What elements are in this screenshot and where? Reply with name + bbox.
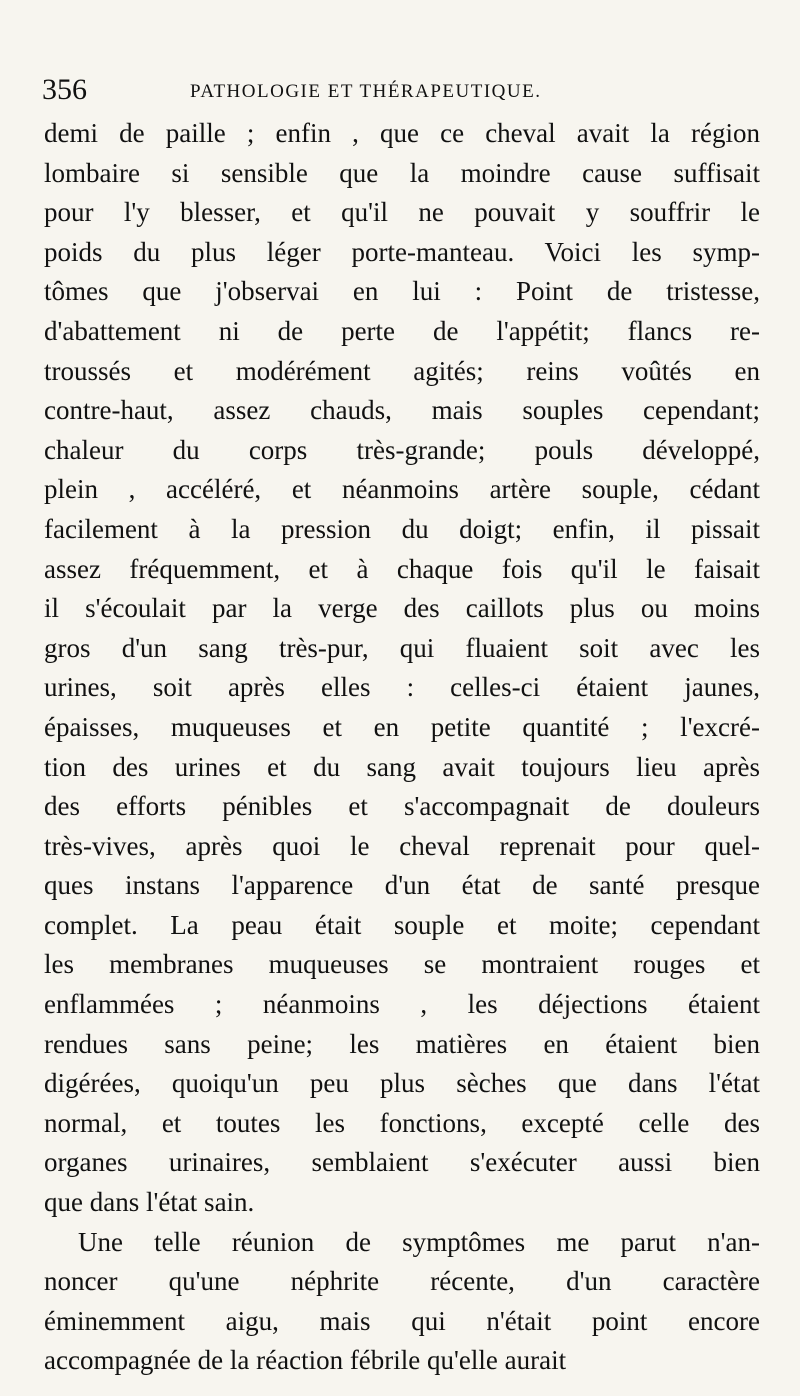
text-line: ques instans l'apparence d'un état de santé presque xyxy=(44,870,760,901)
text-line: gros d'un sang très-pur, qui fluaient soit avec les xyxy=(44,632,760,663)
text-line: organes urinaires, semblaient s'exécuter aussi bien xyxy=(44,1147,760,1178)
text-line: urines, soit après elles : celles-ci étaient jaunes, xyxy=(44,672,760,703)
text-line: normal, et toutes les fonctions, excepté celle des xyxy=(44,1107,760,1138)
text-line: d'abattement ni de perte de l'appétit; flancs re- xyxy=(44,315,760,346)
text-line: il s'écoulait par la verge des caillots plus ou moins xyxy=(44,593,760,624)
text-line: des efforts pénibles et s'accompagnait de douleurs xyxy=(44,791,760,822)
text-line: demi de paille ; enfin , que ce cheval avait la région xyxy=(44,118,760,148)
text-line: contre-haut, assez chauds, mais souples cependant; xyxy=(44,395,760,426)
text-line: les membranes muqueuses se montraient rouges et xyxy=(44,949,760,980)
text-line: enflammées ; néanmoins , les déjections étaient xyxy=(44,989,760,1020)
text-line: facilement à la pression du doigt; enfin, il pissait xyxy=(44,513,760,544)
text-line: que dans l'état sain. xyxy=(44,1187,255,1218)
text-line: Une telle réunion de symptômes me parut n'an- xyxy=(78,1226,760,1257)
paragraph xyxy=(44,114,760,1223)
page-header xyxy=(42,72,762,108)
text-line: accompagnée de la réaction fébrile qu'elle aurait xyxy=(44,1345,567,1376)
text-line: tômes que j'observai en lui : Point de tristesse, xyxy=(44,276,760,307)
paragraph xyxy=(44,1223,760,1381)
text-line: complet. La peau était souple et moite; cependant xyxy=(44,909,760,940)
text-line: lombaire si sensible que la moindre cause suffisait xyxy=(44,157,760,188)
page-number: 356 xyxy=(42,73,87,106)
text-line: pour l'y blesser, et qu'il ne pouvait y souffrir le xyxy=(44,197,760,228)
text-line: plein , accéléré, et néanmoins artère souple, cédant xyxy=(44,474,760,505)
text-line: poids du plus léger porte-manteau. Voici les symp- xyxy=(44,236,760,267)
text-line: tion des urines et du sang avait toujours lieu après xyxy=(44,751,760,782)
text-line: épaisses, muqueuses et en petite quantité ; l'excré- xyxy=(44,711,760,742)
text-line: noncer qu'une néphrite récente, d'un caractère xyxy=(44,1266,760,1297)
text-line: chaleur du corps très-grande; pouls développé, xyxy=(44,434,760,465)
text-line: rendues sans peine; les matières en étaient bien xyxy=(44,1028,760,1059)
running-title: PATHOLOGIE ET THÉRAPEUTIQUE. xyxy=(190,81,542,102)
text-line: éminemment aigu, mais qui n'était point encore xyxy=(44,1305,760,1336)
body-text xyxy=(44,114,760,1381)
text-line: troussés et modérément agités; reins voûtés en xyxy=(44,355,760,386)
text-line: digérées, quoiqu'un peu plus sèches que dans l'état xyxy=(44,1068,760,1099)
text-line: assez fréquemment, et à chaque fois qu'il le faisait xyxy=(44,553,760,584)
text-line: très-vives, après quoi le cheval reprenait pour quel- xyxy=(44,830,760,861)
